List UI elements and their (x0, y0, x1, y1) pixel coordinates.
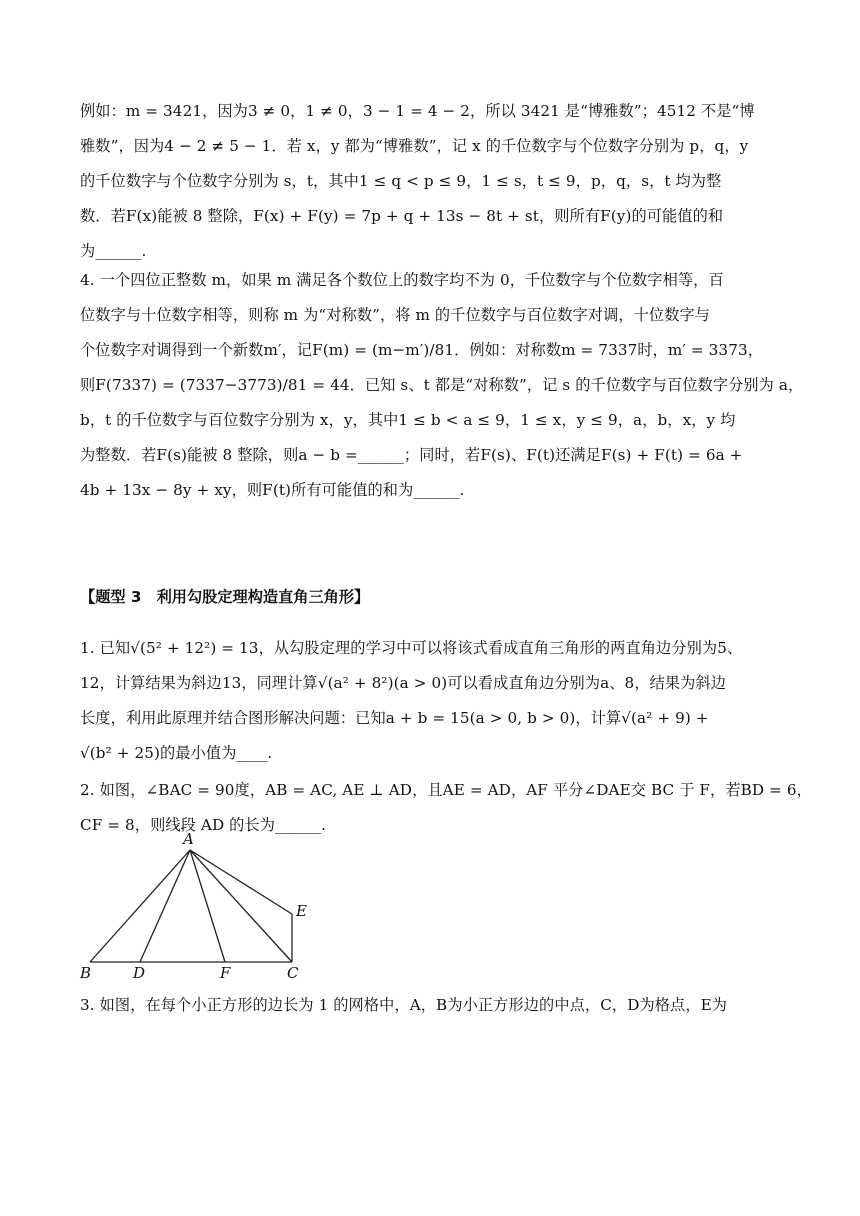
section-heading: 【题型 3 利用勾股定理构造直角三角形】 (80, 588, 370, 607)
text-line: 3. 如图，在每个小正方形的边长为 1 的网格中，A，B为小正方形边的中点，C，D为格点，E为 (80, 996, 728, 1015)
text-line: 例如：m = 3421，因为3 ≠ 0，1 ≠ 0，3 − 1 = 4 − 2，所以 3421 是“博雅数”；4512 不是“博 (80, 102, 755, 120)
document-page (80, 100, 812, 1016)
text-line: 为整数．若F(s)能被 8 整除，则a − b =______；同时，若F(s)、F(t)还满足F(s) + F(t) = 6a + (80, 446, 743, 464)
text-line: b，t 的千位数字与百位数字分别为 x，y，其中1 ≤ b < a ≤ 9，1 ≤ x，y ≤ 9，a，b，x，y 均 (80, 411, 736, 429)
triangle-figure-svg (80, 842, 330, 982)
text-line: CF = 8，则线段 AD 的长为______. (80, 816, 327, 835)
text-line: 2. 如图，∠BAC = 90度，AB = AC, AE ⊥ AD，且AE = AD，AF 平分∠DAE交 BC 于 F，若BD = 6， (80, 781, 812, 800)
problem-1 (80, 637, 784, 764)
problem-2 (80, 779, 812, 836)
text-line: 数．若F(x)能被 8 整除，F(x) + F(y) = 7p + q + 13s − 8t + st，则所有F(y)的可能值的和 (80, 207, 724, 225)
text-line: 4. 一个四位正整数 m，如果 m 满足各个数位上的数字均不为 0，千位数字与个位数字相等，百 (80, 271, 724, 289)
text-line: 则F(7337) = (7337−3773)/81 = 44．已知 s、t 都是“对称数”，记 s 的千位数字与百位数字分别为 a， (80, 376, 804, 394)
label-a: A (183, 830, 194, 849)
segment-ad (140, 850, 190, 962)
label-c: C (287, 964, 299, 983)
segment-ae (190, 850, 292, 914)
label-e: E (296, 902, 307, 921)
triangle-figure (80, 830, 330, 983)
text-line: 4b + 13x − 8y + xy，则F(t)所有可能值的和为______. (80, 481, 465, 499)
text-line: 12，计算结果为斜边13，同理计算√(a² + 8²)(a > 0)可以看成直角边分别为a、8，结果为斜边 (80, 674, 727, 693)
intro-paragraph (80, 100, 784, 262)
text-line: 的千位数字与个位数字分别为 s，t，其中1 ≤ q < p ≤ 9，1 ≤ s，t ≤ 9，p，q，s，t 均为整 (80, 172, 722, 190)
segment-ab (90, 850, 190, 962)
text-line: 长度，利用此原理并结合图形解决问题：已知a + b = 15(a > 0, b > 0)，计算√(a² + 9) + (80, 709, 709, 728)
text-line: 位数字与十位数字相等，则称 m 为“对称数”，将 m 的千位数字与百位数字对调，十位数字与 (80, 306, 711, 324)
segment-af (190, 850, 225, 962)
text-line: 雅数”，因为4 − 2 ≠ 5 − 1．若 x，y 都为“博雅数”，记 x 的千位数字与个位数字分别为 p，q，y (80, 137, 749, 155)
label-b: B (80, 964, 92, 983)
text-line: 1. 已知√(5² + 12²) = 13，从勾股定理的学习中可以将该式看成直角三角形的两直角边分别为5、 (80, 639, 743, 658)
problem-4 (80, 269, 804, 501)
label-d: D (133, 964, 146, 983)
text-line: 个位数字对调得到一个新数m′，记F(m) = (m−m′)/81．例如：对称数m = 7337时，m′ = 3373， (80, 341, 764, 359)
segment-ac (190, 850, 292, 962)
text-line: √(b² + 25)的最小值为____. (80, 744, 273, 763)
text-line: 为______. (80, 242, 147, 260)
label-f: F (220, 964, 231, 983)
problem-3 (80, 994, 784, 1016)
